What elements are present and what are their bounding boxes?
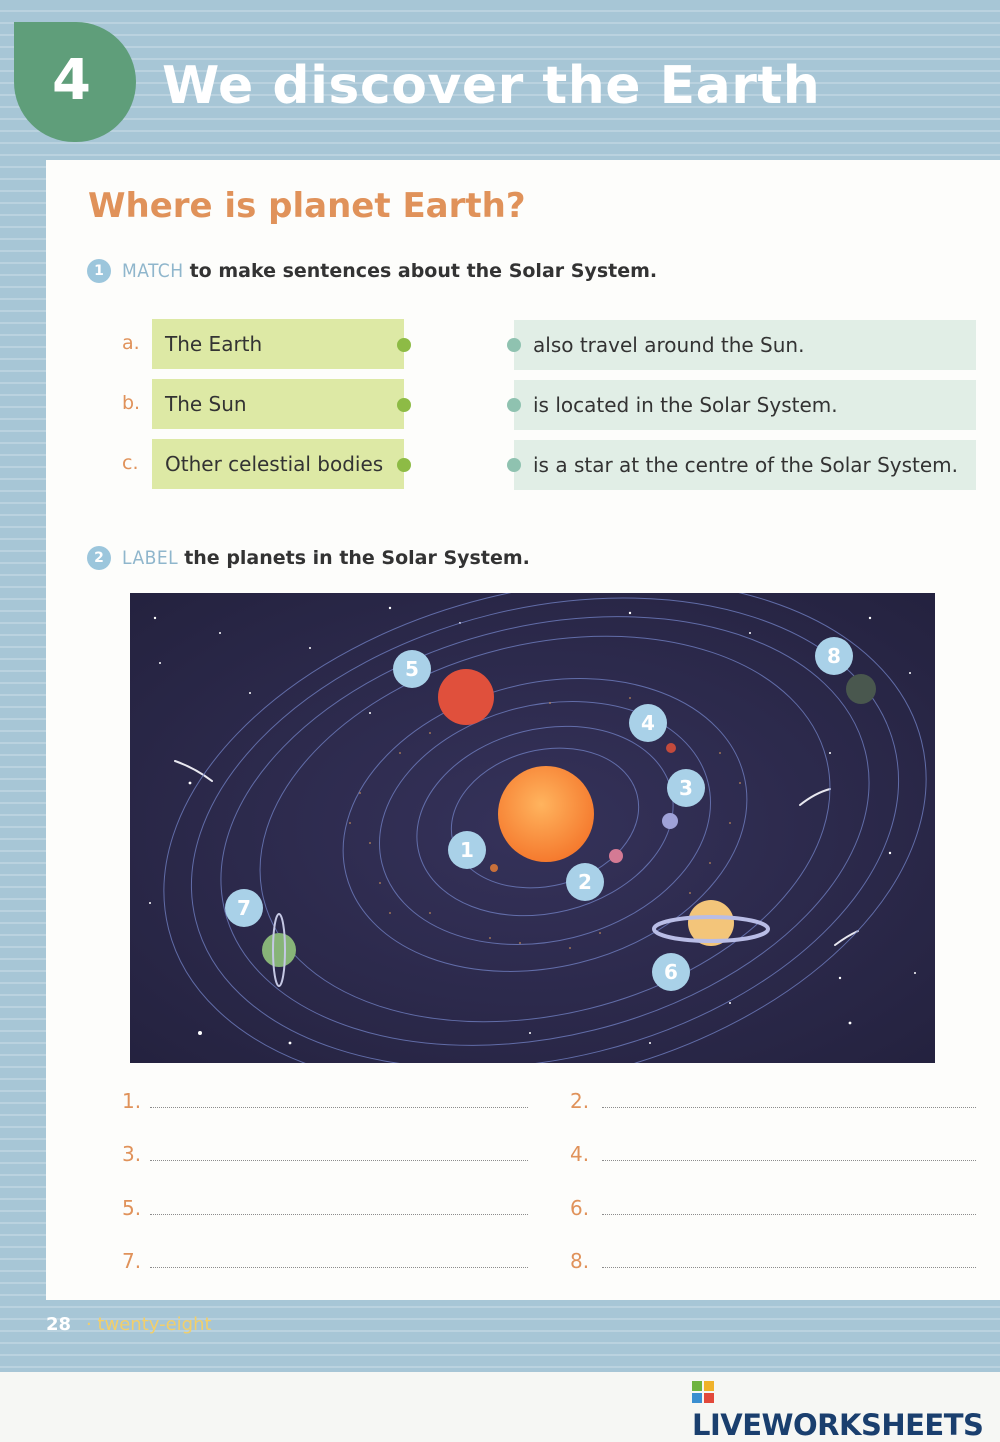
task-1-text: to make sentences about the Solar System. bbox=[189, 260, 658, 282]
unit-number: 4 bbox=[52, 48, 91, 113]
match-right-dot-1[interactable] bbox=[507, 338, 521, 352]
match-letter-b: b. bbox=[122, 392, 141, 414]
match-left-dot-c[interactable] bbox=[397, 458, 411, 472]
match-left-item-b: The Sun bbox=[152, 379, 404, 429]
planet-3[interactable] bbox=[662, 813, 678, 829]
answer-number-6: 6. bbox=[570, 1196, 590, 1220]
unit-title: We discover the Earth bbox=[162, 56, 821, 116]
task-1-number-badge: 1 bbox=[87, 259, 111, 283]
planet-label-5: 5 bbox=[405, 657, 419, 681]
planet-2[interactable] bbox=[609, 849, 623, 863]
task-2-text: the planets in the Solar System. bbox=[184, 547, 530, 569]
match-left-item-a: The Earth bbox=[152, 319, 404, 369]
planet-label-8: 8 bbox=[827, 644, 841, 668]
answer-line-4[interactable] bbox=[602, 1160, 976, 1161]
answer-line-3[interactable] bbox=[150, 1160, 528, 1161]
answer-line-5[interactable] bbox=[150, 1214, 528, 1215]
answer-number-5: 5. bbox=[122, 1196, 142, 1220]
match-left-dot-a[interactable] bbox=[397, 338, 411, 352]
answer-number-1: 1. bbox=[122, 1089, 142, 1113]
answer-number-8: 8. bbox=[570, 1249, 590, 1273]
task-2-verb: LABEL bbox=[122, 547, 179, 569]
match-right-item-3: is a star at the centre of the Solar System. bbox=[514, 440, 976, 490]
answer-line-6[interactable] bbox=[602, 1214, 976, 1215]
liveworksheets-icon bbox=[692, 1381, 714, 1403]
match-right-dot-3[interactable] bbox=[507, 458, 521, 472]
match-right-dot-2[interactable] bbox=[507, 398, 521, 412]
task-2-number-badge: 2 bbox=[87, 546, 111, 570]
match-left-item-c: Other celestial bodies bbox=[152, 439, 404, 489]
sun bbox=[498, 766, 594, 862]
page-number: 28 bbox=[46, 1314, 72, 1335]
liveworksheets-logo bbox=[692, 1374, 1000, 1442]
match-right-item-1: also travel around the Sun. bbox=[514, 320, 976, 370]
planet-1[interactable] bbox=[490, 864, 498, 872]
planet-label-7: 7 bbox=[237, 896, 251, 920]
planet-label-2: 2 bbox=[578, 870, 592, 894]
match-letter-a: a. bbox=[122, 332, 140, 354]
task-2-instruction bbox=[122, 547, 530, 569]
answer-line-1[interactable] bbox=[150, 1107, 528, 1108]
answer-number-4: 4. bbox=[570, 1142, 590, 1166]
planet-label-1: 1 bbox=[460, 838, 474, 862]
planet-8[interactable] bbox=[846, 674, 876, 704]
planet-label-6: 6 bbox=[664, 960, 678, 984]
answer-line-7[interactable] bbox=[150, 1267, 528, 1268]
planet-label-4: 4 bbox=[641, 711, 655, 735]
answer-line-2[interactable] bbox=[602, 1107, 976, 1108]
planet-4[interactable] bbox=[666, 743, 676, 753]
liveworksheets-logo-text: LIVEWORKSHEETS bbox=[692, 1408, 984, 1442]
match-right-item-2: is located in the Solar System. bbox=[514, 380, 976, 430]
match-left-dot-b[interactable] bbox=[397, 398, 411, 412]
task-1-instruction bbox=[122, 260, 657, 282]
planet-5[interactable] bbox=[438, 669, 494, 725]
solar-system-illustration bbox=[130, 593, 935, 1063]
answer-number-3: 3. bbox=[122, 1142, 142, 1166]
section-title: Where is planet Earth? bbox=[88, 186, 526, 226]
planet-label-3: 3 bbox=[679, 776, 693, 800]
answer-number-2: 2. bbox=[570, 1089, 590, 1113]
match-letter-c: c. bbox=[122, 452, 139, 474]
answer-line-8[interactable] bbox=[602, 1267, 976, 1268]
task-1-verb: MATCH bbox=[122, 260, 184, 282]
answer-number-7: 7. bbox=[122, 1249, 142, 1273]
page-number-words: · twenty-eight bbox=[86, 1314, 212, 1335]
